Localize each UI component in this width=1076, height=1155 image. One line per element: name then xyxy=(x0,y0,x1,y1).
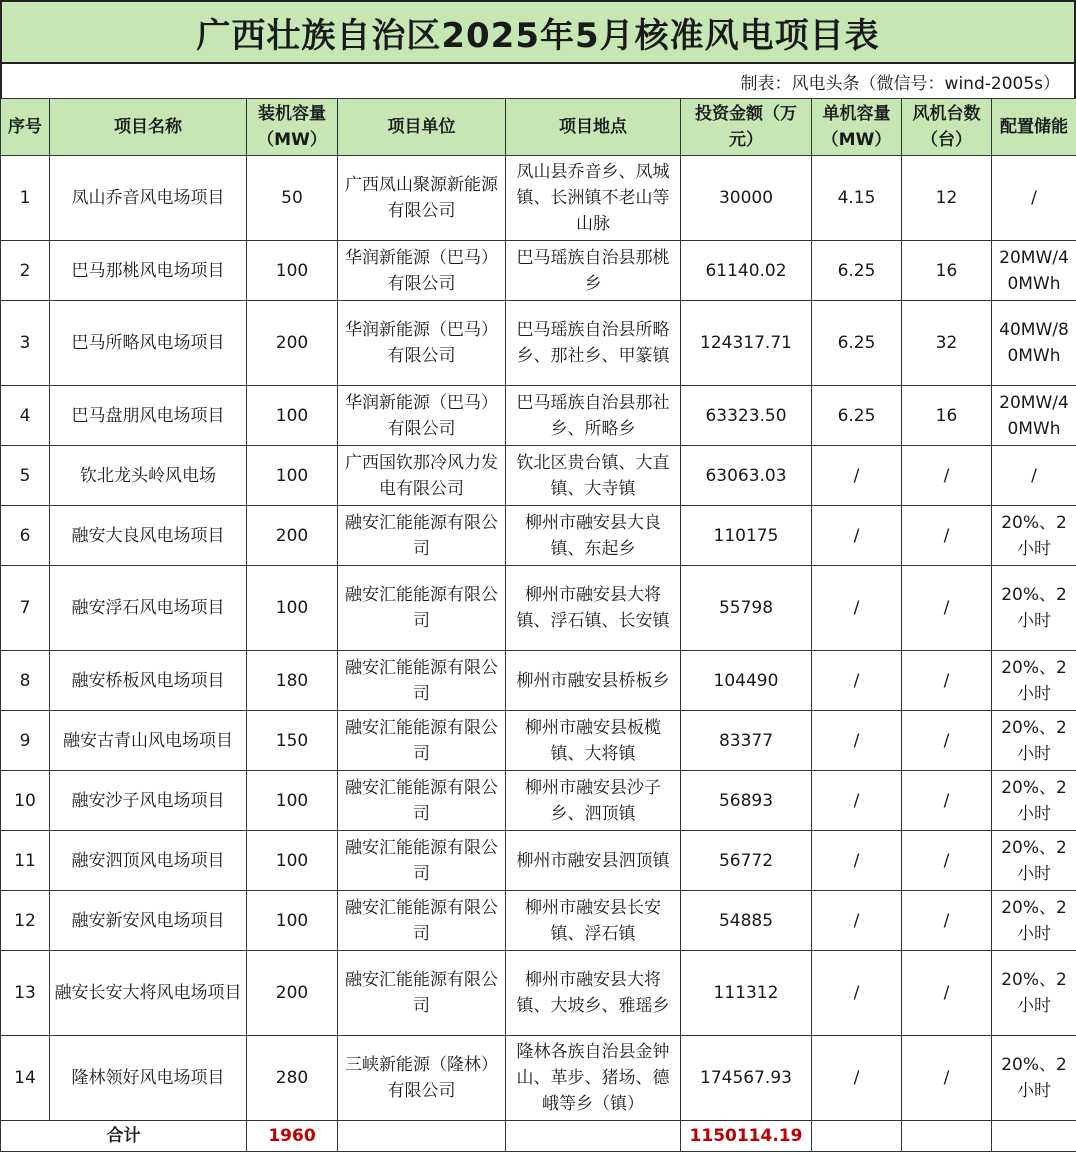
cell-company: 融安汇能能源有限公司 xyxy=(338,651,506,711)
table-row xyxy=(1,1036,1076,1121)
cell-company: 融安汇能能源有限公司 xyxy=(338,951,506,1036)
cell-unit-capacity: / xyxy=(812,651,902,711)
cell-unit-capacity: / xyxy=(812,771,902,831)
cell-unit-capacity: 6.25 xyxy=(812,301,902,386)
cell-turbine-count: / xyxy=(902,951,992,1036)
table-row xyxy=(1,156,1076,241)
total-investment: 1150114.19 xyxy=(681,1121,812,1152)
cell-storage: / xyxy=(992,156,1076,241)
table-row xyxy=(1,566,1076,651)
cell-location: 凤山县乔音乡、凤城镇、长洲镇不老山等山脉 xyxy=(506,156,681,241)
cell-capacity: 100 xyxy=(247,891,338,951)
total-capacity: 1960 xyxy=(247,1121,338,1152)
table-row xyxy=(1,386,1076,446)
cell-row-index: 4 xyxy=(1,386,50,446)
cell-row-index: 13 xyxy=(1,951,50,1036)
cell-company: 华润新能源（巴马）有限公司 xyxy=(338,301,506,386)
table-row xyxy=(1,241,1076,301)
header-row xyxy=(1,99,1076,156)
cell-storage: 20%、2小时 xyxy=(992,651,1076,711)
cell-turbine-count: / xyxy=(902,566,992,651)
table-row xyxy=(1,301,1076,386)
cell-project-name: 融安沙子风电场项目 xyxy=(50,771,247,831)
cell-turbine-count: / xyxy=(902,891,992,951)
header-index: 序号 xyxy=(1,99,50,156)
cell-location: 柳州市融安县桥板乡 xyxy=(506,651,681,711)
cell-location: 柳州市融安县板榄镇、大将镇 xyxy=(506,711,681,771)
cell-company: 融安汇能能源有限公司 xyxy=(338,771,506,831)
cell-turbine-count: 32 xyxy=(902,301,992,386)
cell-row-index: 12 xyxy=(1,891,50,951)
table-row xyxy=(1,711,1076,771)
cell-capacity: 280 xyxy=(247,1036,338,1121)
cell-project-name: 凤山乔音风电场项目 xyxy=(50,156,247,241)
cell-location: 巴马瑶族自治县那桃乡 xyxy=(506,241,681,301)
cell-turbine-count: / xyxy=(902,831,992,891)
cell-turbine-count: 16 xyxy=(902,241,992,301)
cell-storage: 20%、2小时 xyxy=(992,506,1076,566)
total-row xyxy=(1,1121,1076,1152)
cell-investment: 104490 xyxy=(681,651,812,711)
cell-capacity: 100 xyxy=(247,831,338,891)
cell-storage: 20%、2小时 xyxy=(992,566,1076,651)
table-row xyxy=(1,831,1076,891)
cell-turbine-count: / xyxy=(902,771,992,831)
cell-company: 融安汇能能源有限公司 xyxy=(338,506,506,566)
cell-turbine-count: / xyxy=(902,446,992,506)
cell-turbine-count: / xyxy=(902,711,992,771)
cell-capacity: 200 xyxy=(247,951,338,1036)
cell-storage: 20%、2小时 xyxy=(992,1036,1076,1121)
cell-investment: 83377 xyxy=(681,711,812,771)
cell-location: 柳州市融安县长安镇、浮石镇 xyxy=(506,891,681,951)
cell-row-index: 5 xyxy=(1,446,50,506)
cell-project-name: 钦北龙头岭风电场 xyxy=(50,446,247,506)
header-project-name: 项目名称 xyxy=(50,99,247,156)
cell-project-name: 融安桥板风电场项目 xyxy=(50,651,247,711)
cell-investment: 56772 xyxy=(681,831,812,891)
cell-investment: 111312 xyxy=(681,951,812,1036)
cell-project-name: 融安浮石风电场项目 xyxy=(50,566,247,651)
cell-capacity: 100 xyxy=(247,241,338,301)
cell-storage: 20%、2小时 xyxy=(992,831,1076,891)
cell-capacity: 100 xyxy=(247,446,338,506)
cell-row-index: 8 xyxy=(1,651,50,711)
total-empty xyxy=(812,1121,902,1152)
total-empty xyxy=(902,1121,992,1152)
cell-project-name: 融安大良风电场项目 xyxy=(50,506,247,566)
cell-investment: 61140.02 xyxy=(681,241,812,301)
cell-company: 融安汇能能源有限公司 xyxy=(338,566,506,651)
cell-storage: 20%、2小时 xyxy=(992,771,1076,831)
cell-capacity: 50 xyxy=(247,156,338,241)
header-company: 项目单位 xyxy=(338,99,506,156)
cell-project-name: 巴马所略风电场项目 xyxy=(50,301,247,386)
cell-capacity: 150 xyxy=(247,711,338,771)
cell-capacity: 200 xyxy=(247,301,338,386)
total-empty xyxy=(338,1121,506,1152)
table-row xyxy=(1,951,1076,1036)
cell-row-index: 10 xyxy=(1,771,50,831)
cell-unit-capacity: / xyxy=(812,891,902,951)
cell-location: 巴马瑶族自治县那社乡、所略乡 xyxy=(506,386,681,446)
cell-location: 柳州市融安县大将镇、浮石镇、长安镇 xyxy=(506,566,681,651)
cell-capacity: 200 xyxy=(247,506,338,566)
total-empty xyxy=(992,1121,1076,1152)
cell-capacity: 100 xyxy=(247,566,338,651)
cell-turbine-count: / xyxy=(902,506,992,566)
header-storage: 配置储能 xyxy=(992,99,1076,156)
cell-unit-capacity: 6.25 xyxy=(812,241,902,301)
cell-investment: 56893 xyxy=(681,771,812,831)
cell-row-index: 9 xyxy=(1,711,50,771)
cell-storage: 20MW/40MWh xyxy=(992,241,1076,301)
cell-company: 融安汇能能源有限公司 xyxy=(338,831,506,891)
cell-row-index: 1 xyxy=(1,156,50,241)
cell-investment: 110175 xyxy=(681,506,812,566)
cell-storage: 20%、2小时 xyxy=(992,891,1076,951)
cell-row-index: 11 xyxy=(1,831,50,891)
total-empty xyxy=(506,1121,681,1152)
cell-investment: 63323.50 xyxy=(681,386,812,446)
cell-project-name: 融安新安风电场项目 xyxy=(50,891,247,951)
cell-unit-capacity: / xyxy=(812,506,902,566)
cell-storage: / xyxy=(992,446,1076,506)
header-investment: 投资金额（万元） xyxy=(681,99,812,156)
table-row xyxy=(1,771,1076,831)
cell-capacity: 100 xyxy=(247,771,338,831)
cell-project-name: 融安泗顶风电场项目 xyxy=(50,831,247,891)
header-location: 项目地点 xyxy=(506,99,681,156)
cell-unit-capacity: 6.25 xyxy=(812,386,902,446)
cell-row-index: 6 xyxy=(1,506,50,566)
table-title: 广西壮族自治区2025年5月核准风电项目表 xyxy=(0,0,1076,64)
cell-turbine-count: / xyxy=(902,1036,992,1121)
cell-location: 柳州市融安县大将镇、大坡乡、雅瑶乡 xyxy=(506,951,681,1036)
cell-row-index: 3 xyxy=(1,301,50,386)
table-row xyxy=(1,446,1076,506)
table-row xyxy=(1,506,1076,566)
cell-unit-capacity: / xyxy=(812,566,902,651)
cell-investment: 55798 xyxy=(681,566,812,651)
cell-investment: 63063.03 xyxy=(681,446,812,506)
table-row xyxy=(1,651,1076,711)
cell-turbine-count: 12 xyxy=(902,156,992,241)
cell-company: 融安汇能能源有限公司 xyxy=(338,711,506,771)
cell-storage: 20MW/40MWh xyxy=(992,386,1076,446)
cell-unit-capacity: / xyxy=(812,951,902,1036)
cell-storage: 20%、2小时 xyxy=(992,711,1076,771)
cell-location: 钦北区贵台镇、大直镇、大寺镇 xyxy=(506,446,681,506)
project-table xyxy=(0,98,1076,1152)
cell-storage: 20%、2小时 xyxy=(992,951,1076,1036)
cell-row-index: 14 xyxy=(1,1036,50,1121)
cell-project-name: 巴马那桃风电场项目 xyxy=(50,241,247,301)
header-turbine-count: 风机台数（台） xyxy=(902,99,992,156)
cell-unit-capacity: / xyxy=(812,1036,902,1121)
cell-investment: 54885 xyxy=(681,891,812,951)
cell-turbine-count: 16 xyxy=(902,386,992,446)
cell-location: 隆林各族自治县金钟山、革步、猪场、德峨等乡（镇） xyxy=(506,1036,681,1121)
cell-company: 广西国钦那冷风力发电有限公司 xyxy=(338,446,506,506)
total-label: 合计 xyxy=(1,1121,247,1152)
cell-location: 巴马瑶族自治县所略乡、那社乡、甲篆镇 xyxy=(506,301,681,386)
cell-turbine-count: / xyxy=(902,651,992,711)
header-unit-capacity: 单机容量（MW） xyxy=(812,99,902,156)
cell-company: 三峡新能源（隆林）有限公司 xyxy=(338,1036,506,1121)
cell-unit-capacity: 4.15 xyxy=(812,156,902,241)
table-row xyxy=(1,891,1076,951)
cell-location: 柳州市融安县沙子乡、泗顶镇 xyxy=(506,771,681,831)
cell-row-index: 7 xyxy=(1,566,50,651)
cell-location: 柳州市融安县泗顶镇 xyxy=(506,831,681,891)
cell-location: 柳州市融安县大良镇、东起乡 xyxy=(506,506,681,566)
cell-company: 华润新能源（巴马）有限公司 xyxy=(338,241,506,301)
cell-unit-capacity: / xyxy=(812,711,902,771)
cell-unit-capacity: / xyxy=(812,831,902,891)
cell-storage: 40MW/80MWh xyxy=(992,301,1076,386)
cell-company: 广西凤山聚源新能源有限公司 xyxy=(338,156,506,241)
cell-project-name: 融安古青山风电场项目 xyxy=(50,711,247,771)
cell-company: 华润新能源（巴马）有限公司 xyxy=(338,386,506,446)
cell-capacity: 100 xyxy=(247,386,338,446)
cell-row-index: 2 xyxy=(1,241,50,301)
cell-project-name: 融安长安大将风电场项目 xyxy=(50,951,247,1036)
cell-investment: 124317.71 xyxy=(681,301,812,386)
cell-unit-capacity: / xyxy=(812,446,902,506)
credit-line: 制表：风电头条（微信号：wind-2005s） xyxy=(0,64,1076,98)
cell-company: 融安汇能能源有限公司 xyxy=(338,891,506,951)
cell-project-name: 隆林领好风电场项目 xyxy=(50,1036,247,1121)
header-capacity: 装机容量（MW） xyxy=(247,99,338,156)
cell-investment: 174567.93 xyxy=(681,1036,812,1121)
cell-capacity: 180 xyxy=(247,651,338,711)
cell-investment: 30000 xyxy=(681,156,812,241)
cell-project-name: 巴马盘朋风电场项目 xyxy=(50,386,247,446)
